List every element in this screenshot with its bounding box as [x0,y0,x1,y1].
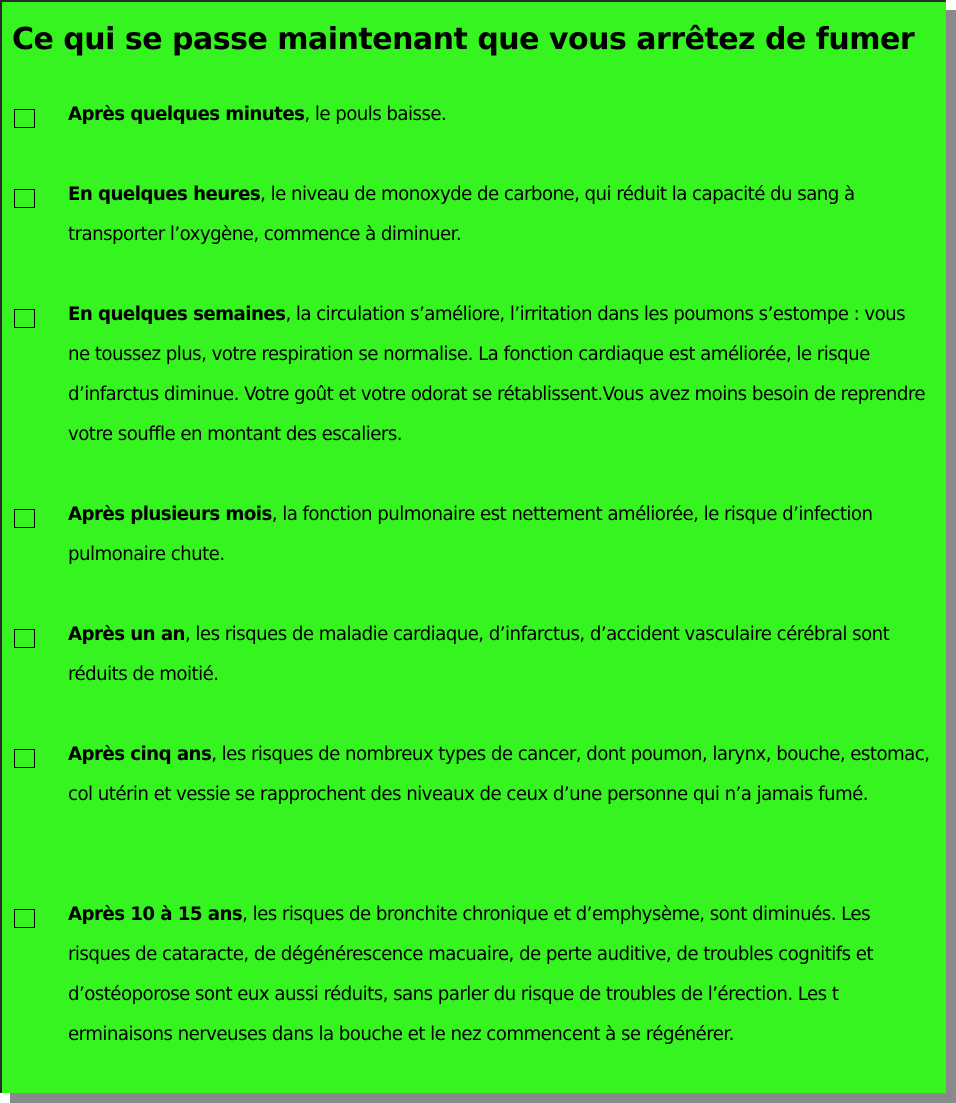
item-text [68,95,930,135]
item-body: , la circulation s’améliore, l’irritation dans les poumons s’estompe : vous ne toussez plus, votre respiration se normalise. La fonction cardiaque est améliorée, le risque d’infarctus diminue. Votre goût et votre odorat se rétablissent.Vous avez moins besoin de reprendre votre souffle en montant des escaliers. [68,304,926,445]
checkbox[interactable] [14,629,35,648]
item-text [68,495,930,575]
item-text [68,895,930,1055]
item-lead: En quelques semaines [68,304,286,325]
item-text [68,175,930,255]
item-lead: Après un an [68,624,185,645]
checkbox[interactable] [14,109,35,128]
checkbox[interactable] [14,189,35,208]
checkbox[interactable] [14,509,35,528]
checkbox[interactable] [14,749,35,768]
checkbox[interactable] [14,309,35,328]
item-lead: Après cinq ans [68,744,212,765]
item-lead: Après quelques minutes [68,104,305,125]
item-lead: Après plusieurs mois [68,504,272,525]
item-text [68,735,930,815]
item-body: , le pouls baisse. [304,104,447,125]
item-body: , les risques de nombreux types de cancer, dont poumon, larynx, bouche, estomac, col utérin et vessie se rapprochent des niveaux de ceux d’une personne qui n’a jamais fumé. [68,744,930,805]
item-text [68,615,930,695]
item-body: , la fonction pulmonaire est nettement améliorée, le risque d’infection pulmonaire chute. [68,504,873,565]
item-lead: Après 10 à 15 ans [68,904,243,925]
item-body: , les risques de maladie cardiaque, d’infarctus, d’accident vasculaire cérébral sont réduits de moitié. [68,624,890,685]
page-title: Ce qui se passe maintenant que vous arrêtez de fumer [12,22,915,57]
item-body: , le niveau de monoxyde de carbone, qui réduit la capacité du sang à transporter l’oxygène, commence à diminuer. [68,184,855,245]
item-lead: En quelques heures [68,184,261,205]
checkbox[interactable] [14,909,35,928]
item-body: , les risques de bronchite chronique et d’emphysème, sont diminués. Les risques de cataracte, de dégénérescence macuaire, de perte auditive, de troubles cognitifs et d’ostéoporose sont eux aussi réduits, sans parler du risque de troubles de l’érection. Les t erminaisons nerveuses dans la bouche et le nez commencent à se régénérer. [68,904,874,1045]
item-text [68,295,930,455]
